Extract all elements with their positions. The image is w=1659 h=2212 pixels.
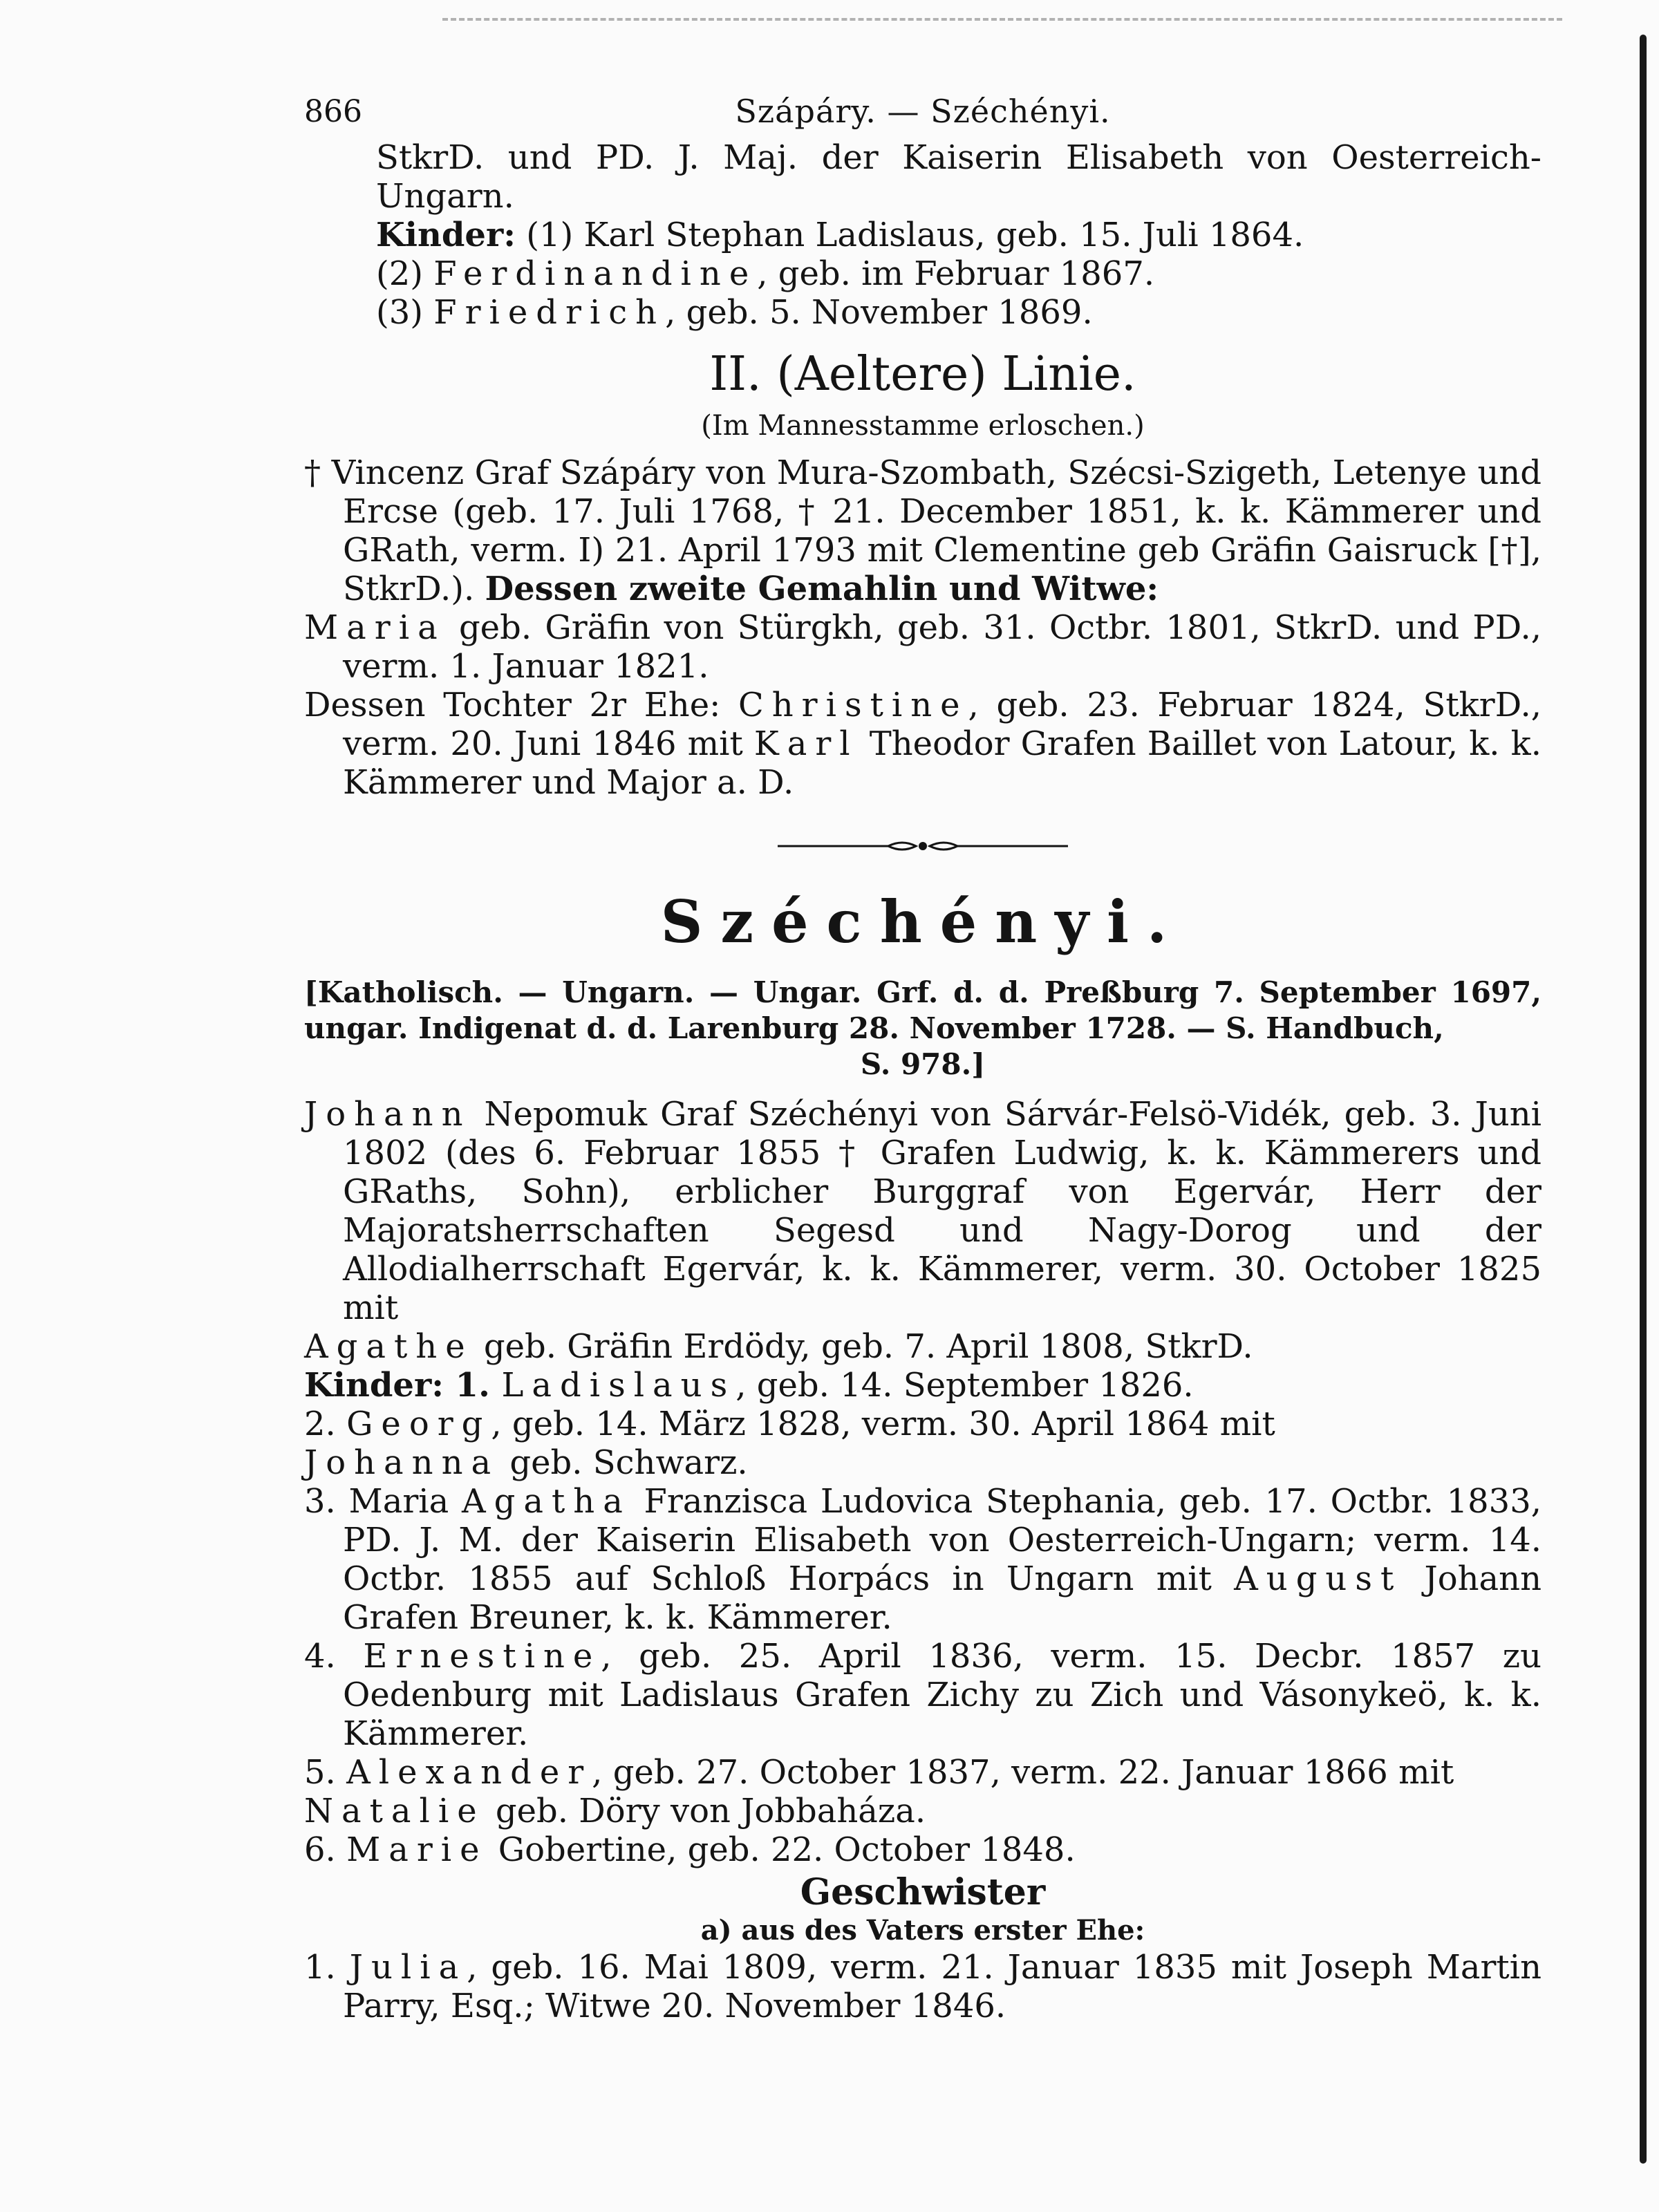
kinder-2-num: (2) <box>376 254 423 293</box>
continuation-line: StkrD. und PD. J. Maj. der Kaiserin Elisabeth von Oesterreich-Ungarn. <box>376 138 1541 216</box>
child-4-entry <box>304 1637 1541 1753</box>
child-4-rest: , geb. 25. April 1836, verm. 15. Decbr. 1857 zu Oedenburg mit Ladislaus Grafen Zichy zu Zich und Vásonykeö, k. k. Kämmerer. <box>343 1637 1541 1753</box>
child-2-name: Georg <box>346 1405 491 1443</box>
johanna-entry <box>304 1443 1541 1482</box>
sibling-1-name: Julia <box>349 1948 467 1987</box>
child-1-name: Ladislaus <box>501 1366 736 1405</box>
scan-top-edge-line <box>442 18 1562 21</box>
line-section-subheading: (Im Mannesstamme erloschen.) <box>701 410 1145 442</box>
family-title: Széchényi. <box>660 888 1185 956</box>
document-page <box>304 83 1541 2025</box>
sibling-1-rest: , geb. 16. Mai 1809, verm. 21. Januar 1835 mit Joseph Martin Parry, Esq.; Witwe 20. November 1846. <box>343 1948 1541 2025</box>
child-2-entry <box>304 1405 1541 1443</box>
family-note-reference: S. 978.] <box>860 1047 986 1081</box>
child-2-rest: , geb. 14. März 1828, verm. 30. April 1864 mit <box>491 1405 1275 1443</box>
child-3-name: Agatha <box>461 1482 631 1521</box>
child-6-entry <box>304 1830 1541 1869</box>
family-note <box>304 975 1541 1082</box>
maria-entry <box>304 608 1541 686</box>
child-3-pre: Maria <box>348 1482 462 1521</box>
child-2-num: 2. <box>304 1405 347 1443</box>
tochter-karl: Karl <box>753 724 859 763</box>
tochter-mid: , geb. 23. Februar 1824, StkrD., verm. 20. Juni 1846 mit <box>343 686 1542 763</box>
child-3-rest: Franzisca Ludovica Stephania, geb. 17. Octbr. 1833, PD. J. M. der Kaiserin Elisabeth von Oesterreich-Ungarn; verm. 14. Octbr. 1855 auf Schloß Horpács in Ungarn mit <box>343 1482 1542 1598</box>
child-3-august: August <box>1234 1559 1403 1598</box>
child-1-entry <box>304 1366 1541 1405</box>
running-header <box>304 83 1541 138</box>
agathe-name: Agathe <box>304 1327 474 1366</box>
kinder-entry-1 <box>304 216 1541 254</box>
geschwister-heading: Geschwister <box>800 1871 1046 1913</box>
kinder-3-num: (3) <box>376 293 423 332</box>
sibling-1-num: 1. <box>304 1948 350 1987</box>
child-4-num: 4. <box>304 1637 364 1676</box>
kinder-2-rest: , geb. im Februar 1867. <box>757 254 1155 293</box>
kinder-label-2: Kinder: 1. <box>304 1366 502 1405</box>
child-3-entry <box>304 1482 1541 1637</box>
johann-entry <box>304 1095 1541 1327</box>
tochter-entry <box>304 686 1541 802</box>
child-5-entry <box>304 1753 1541 1792</box>
johanna-name: Johanna <box>304 1443 500 1482</box>
natalie-rest: geb. Döry von Jobbaháza. <box>485 1792 926 1830</box>
page-content <box>304 138 1541 2025</box>
child-5-num: 5. <box>304 1753 347 1792</box>
kinder-entry-3 <box>304 293 1541 332</box>
natalie-name: Natalie <box>304 1792 485 1830</box>
vincenz-text: † Vincenz Graf Szápáry von Mura-Szombath, Szécsi-Szigeth, Letenye und Ercse (geb. 17. Juli 1768, † 21. December 1851, k. k. Kämmerer und GRath, verm. I) 21. April 1793 mit Clementine geb Gräfin Gaisruck [†], StkrD.). <box>304 453 1541 608</box>
agathe-rest: geb. Gräfin Erdödy, geb. 7. April 1808, StkrD. <box>473 1327 1253 1366</box>
maria-rest: geb. Gräfin von Stürgkh, geb. 31. Octbr. 1801, StkrD. und PD., verm. 1. Januar 1821. <box>343 608 1541 686</box>
page-number: 866 <box>304 94 362 129</box>
kinder-3-rest: , geb. 5. November 1869. <box>665 293 1093 332</box>
vincenz-widow-label: Dessen zweite Gemahlin und Witwe: <box>485 570 1159 608</box>
vincenz-entry <box>304 453 1541 608</box>
line-section-heading: II. (Aeltere) Linie. <box>709 347 1136 402</box>
child-5-rest: , geb. 27. October 1837, verm. 22. Januar 1866 mit <box>592 1753 1454 1792</box>
sibling-1-entry <box>304 1948 1541 2025</box>
kinder-3-name: Friedrich <box>433 293 666 332</box>
johann-name: Johann <box>304 1095 471 1134</box>
child-1-rest: , geb. 14. September 1826. <box>735 1366 1194 1405</box>
kinder-entry-2 <box>304 254 1541 293</box>
running-title: Szápáry. — Széchényi. <box>735 93 1111 130</box>
child-6-num: 6. <box>304 1830 347 1869</box>
kinder-1-text: (1) Karl Stephan Ladislaus, geb. 15. Juli 1864. <box>526 216 1304 254</box>
kinder-label: Kinder: <box>376 216 516 254</box>
child-6-name: Marie <box>346 1830 488 1869</box>
tochter-name: Christine <box>738 686 968 724</box>
scan-right-edge-shadow <box>1640 35 1647 2164</box>
kinder-2-name: Ferdinandine <box>433 254 758 293</box>
child-5-name: Alexander <box>346 1753 592 1792</box>
tochter-end: Theodor Grafen Baillet von Latour, k. k. Kämmerer und Major a. D. <box>343 724 1541 802</box>
natalie-entry <box>304 1792 1541 1830</box>
child-3-num: 3. <box>304 1482 349 1521</box>
family-note-text: [Katholisch. — Ungarn. — Ungar. Grf. d. d. Preßburg 7. September 1697, ungar. Indigenat d. d. Larenburg 28. November 1728. — S. Handbuch, <box>304 975 1541 1045</box>
ornamental-divider <box>778 838 1068 854</box>
child-3-end: Johann Grafen Breuner, k. k. Kämmerer. <box>343 1559 1541 1637</box>
child-4-name: Ernestine <box>363 1637 601 1676</box>
agathe-entry <box>304 1327 1541 1366</box>
johann-text: Nepomuk Graf Széchényi von Sárvár-Felsö-Vidék, geb. 3. Juni 1802 (des 6. Februar 1855 † Grafen Ludwig, k. k. Kämmerers und GRaths, Sohn), erblicher Burggraf von Egervár, Herr der Majoratsherrschaften Segesd und Nagy-Dorog und der Allodialherrschaft Egervár, k. k. Kämmerer, verm. 30. October 1825 mit <box>343 1095 1541 1327</box>
maria-name: Maria <box>304 608 446 647</box>
johanna-rest: geb. Schwarz. <box>499 1443 748 1482</box>
tochter-prefix: Dessen Tochter 2r Ehe: <box>304 686 739 724</box>
child-6-rest: Gobertine, geb. 22. October 1848. <box>487 1830 1076 1869</box>
geschwister-subheading: a) aus des Vaters erster Ehe: <box>700 1914 1145 1947</box>
